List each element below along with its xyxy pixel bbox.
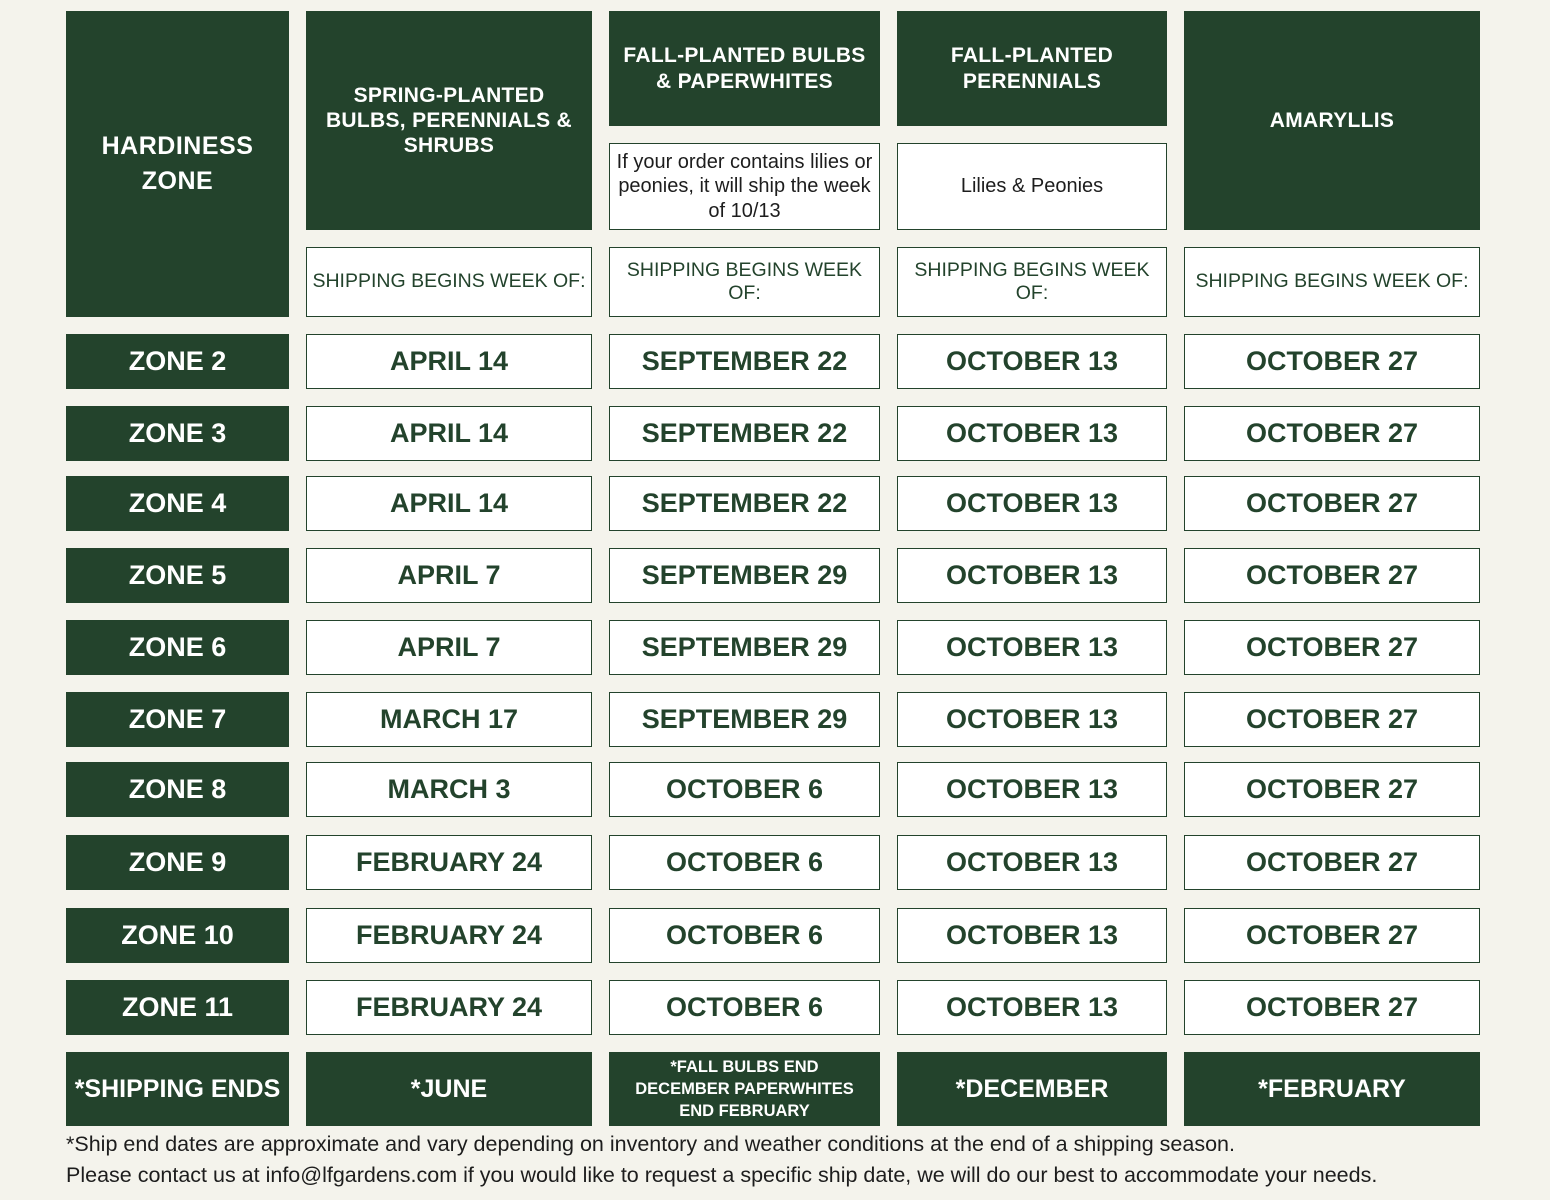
date-cell-spring: MARCH 3 bbox=[306, 762, 592, 817]
date-cell-amaryllis: OCTOBER 27 bbox=[1184, 762, 1480, 817]
zone-label: ZONE 9 bbox=[66, 835, 289, 890]
date-cell-fall-bulbs: SEPTEMBER 22 bbox=[609, 476, 880, 531]
date-cell-amaryllis: OCTOBER 27 bbox=[1184, 476, 1480, 531]
date-cell-fall-bulbs: OCTOBER 6 bbox=[609, 908, 880, 963]
date-cell-amaryllis: OCTOBER 27 bbox=[1184, 692, 1480, 747]
date-cell-amaryllis: OCTOBER 27 bbox=[1184, 334, 1480, 389]
shipping-ends-fall-bulbs: *FALL BULBS END DECEMBER PAPERWHITES END FEBRUARY bbox=[609, 1052, 880, 1126]
date-cell-fall-bulbs: OCTOBER 6 bbox=[609, 762, 880, 817]
date-cell-spring: APRIL 7 bbox=[306, 548, 592, 603]
footer-disclaimer: *Ship end dates are approximate and vary depending on inventory and weather conditions at the end of a shipping season. bbox=[66, 1132, 1235, 1156]
date-cell-spring: APRIL 14 bbox=[306, 406, 592, 461]
zone-label: ZONE 7 bbox=[66, 692, 289, 747]
date-cell-fall-bulbs: SEPTEMBER 29 bbox=[609, 692, 880, 747]
date-cell-fall-bulbs: SEPTEMBER 29 bbox=[609, 548, 880, 603]
shipping-ends-fall-perennials: *DECEMBER bbox=[897, 1052, 1167, 1126]
fall-bulbs-header: FALL-PLANTED BULBS & PAPERWHITES bbox=[609, 11, 880, 126]
date-cell-spring: FEBRUARY 24 bbox=[306, 980, 592, 1035]
date-cell-fall-perennials: OCTOBER 13 bbox=[897, 980, 1167, 1035]
date-cell-fall-perennials: OCTOBER 13 bbox=[897, 406, 1167, 461]
date-cell-fall-perennials: OCTOBER 13 bbox=[897, 762, 1167, 817]
zone-label: ZONE 4 bbox=[66, 476, 289, 531]
date-cell-amaryllis: OCTOBER 27 bbox=[1184, 548, 1480, 603]
date-cell-spring: FEBRUARY 24 bbox=[306, 835, 592, 890]
date-cell-spring: APRIL 14 bbox=[306, 476, 592, 531]
date-cell-spring: MARCH 17 bbox=[306, 692, 592, 747]
zone-label: ZONE 3 bbox=[66, 406, 289, 461]
date-cell-spring: APRIL 7 bbox=[306, 620, 592, 675]
date-cell-fall-perennials: OCTOBER 13 bbox=[897, 620, 1167, 675]
date-cell-fall-perennials: OCTOBER 13 bbox=[897, 476, 1167, 531]
date-cell-amaryllis: OCTOBER 27 bbox=[1184, 406, 1480, 461]
date-cell-fall-perennials: OCTOBER 13 bbox=[897, 548, 1167, 603]
date-cell-fall-perennials: OCTOBER 13 bbox=[897, 908, 1167, 963]
fall-bulbs-shipping-label: SHIPPING BEGINS WEEK OF: bbox=[609, 247, 880, 317]
date-cell-spring: FEBRUARY 24 bbox=[306, 908, 592, 963]
shipping-ends-spring: *JUNE bbox=[306, 1052, 592, 1126]
date-cell-amaryllis: OCTOBER 27 bbox=[1184, 620, 1480, 675]
date-cell-spring: APRIL 14 bbox=[306, 334, 592, 389]
zone-label: ZONE 6 bbox=[66, 620, 289, 675]
zone-label: ZONE 2 bbox=[66, 334, 289, 389]
date-cell-amaryllis: OCTOBER 27 bbox=[1184, 835, 1480, 890]
shipping-ends-label: *SHIPPING ENDS bbox=[66, 1052, 289, 1126]
shipping-ends-amaryllis: *FEBRUARY bbox=[1184, 1052, 1480, 1126]
zone-label: ZONE 5 bbox=[66, 548, 289, 603]
fall-bulbs-note: If your order contains lilies or peonies, it will ship the week of 10/13 bbox=[609, 143, 880, 230]
date-cell-fall-perennials: OCTOBER 13 bbox=[897, 835, 1167, 890]
zone-label: ZONE 8 bbox=[66, 762, 289, 817]
date-cell-amaryllis: OCTOBER 27 bbox=[1184, 908, 1480, 963]
date-cell-fall-bulbs: SEPTEMBER 22 bbox=[609, 334, 880, 389]
date-cell-fall-perennials: OCTOBER 13 bbox=[897, 692, 1167, 747]
date-cell-fall-perennials: OCTOBER 13 bbox=[897, 334, 1167, 389]
zone-label: ZONE 10 bbox=[66, 908, 289, 963]
date-cell-fall-bulbs: OCTOBER 6 bbox=[609, 835, 880, 890]
fall-perennials-header: FALL-PLANTED PERENNIALS bbox=[897, 11, 1167, 126]
hardiness-zone-header: HARDINESS ZONE bbox=[66, 11, 289, 317]
fall-perennials-shipping-label: SHIPPING BEGINS WEEK OF: bbox=[897, 247, 1167, 317]
date-cell-fall-bulbs: SEPTEMBER 22 bbox=[609, 406, 880, 461]
spring-shipping-label: SHIPPING BEGINS WEEK OF: bbox=[306, 247, 592, 317]
spring-planted-header: SPRING-PLANTED BULBS, PERENNIALS & SHRUBS bbox=[306, 11, 592, 230]
fall-perennials-note: Lilies & Peonies bbox=[897, 143, 1167, 230]
amaryllis-header: AMARYLLIS bbox=[1184, 11, 1480, 230]
date-cell-amaryllis: OCTOBER 27 bbox=[1184, 980, 1480, 1035]
date-cell-fall-bulbs: SEPTEMBER 29 bbox=[609, 620, 880, 675]
zone-label: ZONE 11 bbox=[66, 980, 289, 1035]
date-cell-fall-bulbs: OCTOBER 6 bbox=[609, 980, 880, 1035]
amaryllis-shipping-label: SHIPPING BEGINS WEEK OF: bbox=[1184, 247, 1480, 317]
footer-contact: Please contact us at info@lfgardens.com if you would like to request a specific ship date, we will do our best to accommodate your needs. bbox=[66, 1163, 1378, 1187]
